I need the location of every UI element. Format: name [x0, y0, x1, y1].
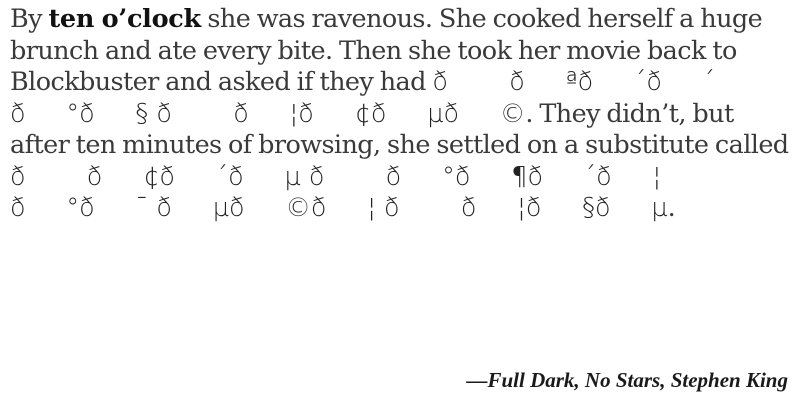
quote-lead: By: [10, 4, 49, 34]
book-attribution: —Full Dark, No Stars, Stephen King: [466, 368, 788, 392]
time-emphasis: ten o’clock: [48, 4, 201, 34]
quote-body-1: she was ravenous. She cooked herself a huge brunch and ate every bite. Then she took her movie back to Blockbuster and asked if they had: [10, 4, 763, 97]
quote-passage: [10, 4, 790, 225]
garbled-movie-title-1: ððªð´ð´ ð°ð§ ðð¦ð¢ðµð©: [10, 67, 716, 129]
garbled-movie-title-2: ðð¢ð´ðµ ðð°ð¶ð´ð¦ ð°ð¯ ðµð©ð¦ ðð¦ð§ðµ: [10, 161, 668, 223]
quote-ending: .: [667, 193, 676, 223]
quote-body-2: . They didn’t, but after ten minutes of browsing, she settled on a substitute called: [10, 98, 789, 160]
